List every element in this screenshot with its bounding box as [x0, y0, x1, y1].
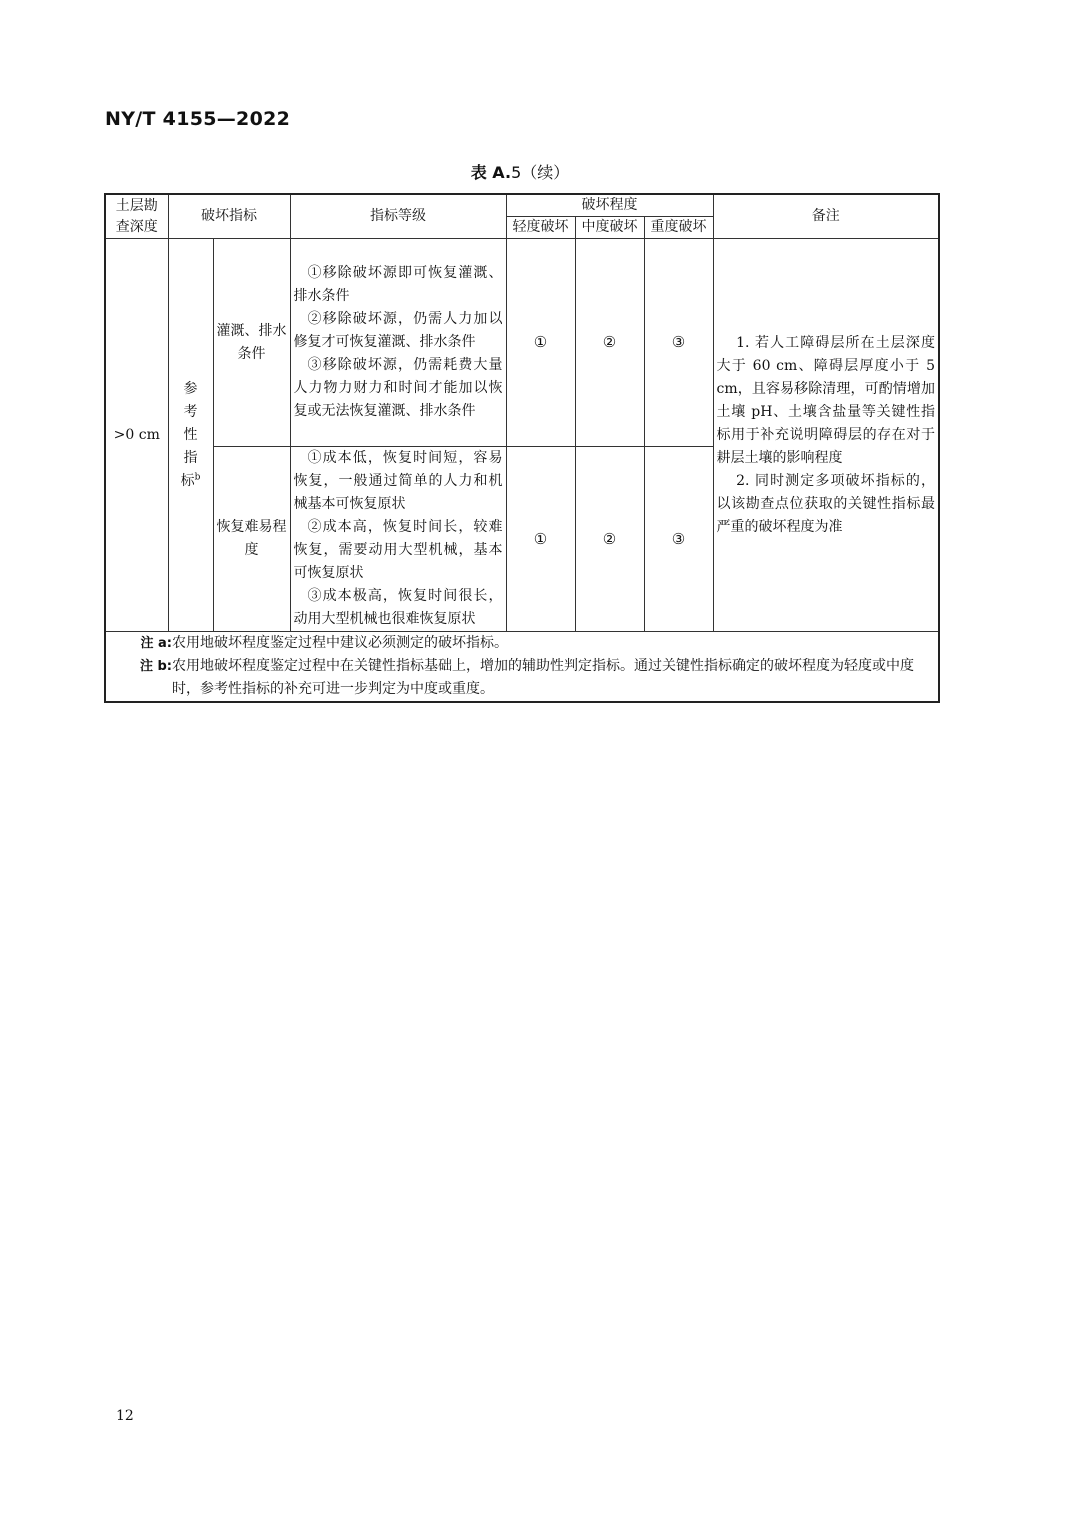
table-title-suffix: （续） — [521, 163, 570, 182]
grade-line: ②移除破坏源，仍需人力加以修复才可恢复灌溉、排水条件 — [293, 311, 503, 350]
header-indicator: 破坏指标 — [168, 194, 290, 239]
header-light: 轻度破坏 — [506, 217, 575, 239]
notes-cell — [105, 632, 939, 703]
table-title — [0, 160, 1040, 183]
category-reference-indicator: 参 考 性 指 标$^b$ — [168, 239, 213, 632]
header-degree: 破坏程度 — [506, 194, 713, 217]
note-a: 注 a: 农用地破坏程度鉴定过程中建议必须测定的破坏指标。 — [140, 635, 508, 651]
recovery-light: ① — [506, 447, 575, 632]
header-grade: 指标等级 — [290, 194, 506, 239]
note-b: 注 b: 农用地破坏程度鉴定过程中在关键性指标基础上，增加的辅助性判定指标。通过关键性指标确定的破坏程度为轻度或中度时，参考性指标的补充可进一步判定为中度或重度。 — [139, 658, 914, 697]
document-code: NY/T 4155—2022 — [105, 108, 291, 130]
table-title-number: 5 — [511, 163, 522, 182]
header-severe: 重度破坏 — [644, 217, 713, 239]
irrigation-light: ① — [506, 239, 575, 447]
irrigation-severe: ③ — [644, 239, 713, 447]
remark-2: 2. 同时测定多项破坏指标的，以该勘查点位获取的关键性指标最严重的破坏程度为准 — [716, 472, 935, 535]
recovery-moderate: ② — [575, 447, 644, 632]
remarks-cell — [713, 239, 939, 632]
grade-line: ②成本高，恢复时间长，较难恢复，需要动用大型机械，基本可恢复原状 — [293, 519, 503, 581]
page-number: 12 — [116, 1408, 134, 1424]
header-depth: 土层勘查深度 — [105, 194, 168, 239]
grades-recovery — [290, 447, 506, 632]
table-row-irrigation — [105, 239, 939, 447]
header-row-1 — [105, 194, 939, 217]
indicator-irrigation: 灌溉、排水条件 — [213, 239, 290, 447]
damage-indicator-table — [104, 193, 940, 703]
footnote-b-marker: b — [194, 471, 201, 482]
notes-row — [105, 632, 939, 703]
grade-line: ③移除破坏源，仍需耗费大量人力物力财力和时间才能加以恢复或无法恢复灌溉、排水条件 — [293, 357, 503, 419]
header-remarks: 备注 — [713, 194, 939, 239]
remark-1: 1. 若人工障碍层所在土层深度大于 60 cm、障碍层厚度小于 5 cm，且容易移除清理，可酌情增加土壤 pH、土壤含盐量等关键性指标用于补充说明障碍层的存在对于耕层土壤的影响程度 — [716, 334, 935, 466]
grade-line: ①移除破坏源即可恢复灌溉、排水条件 — [293, 265, 503, 304]
grade-line: ①成本低，恢复时间短，容易恢复，一般通过简单的人力和机械基本可恢复原状 — [293, 450, 503, 512]
indicator-recovery: 恢复难易程度 — [213, 447, 290, 632]
grade-line: ③成本极高，恢复时间很长，动用大型机械也很难恢复原状 — [293, 588, 503, 627]
depth-value: >0 cm — [105, 239, 168, 632]
irrigation-moderate: ② — [575, 239, 644, 447]
recovery-severe: ③ — [644, 447, 713, 632]
grades-irrigation — [290, 239, 506, 447]
header-moderate: 中度破坏 — [575, 217, 644, 239]
table-title-prefix: 表 A. — [470, 163, 512, 182]
